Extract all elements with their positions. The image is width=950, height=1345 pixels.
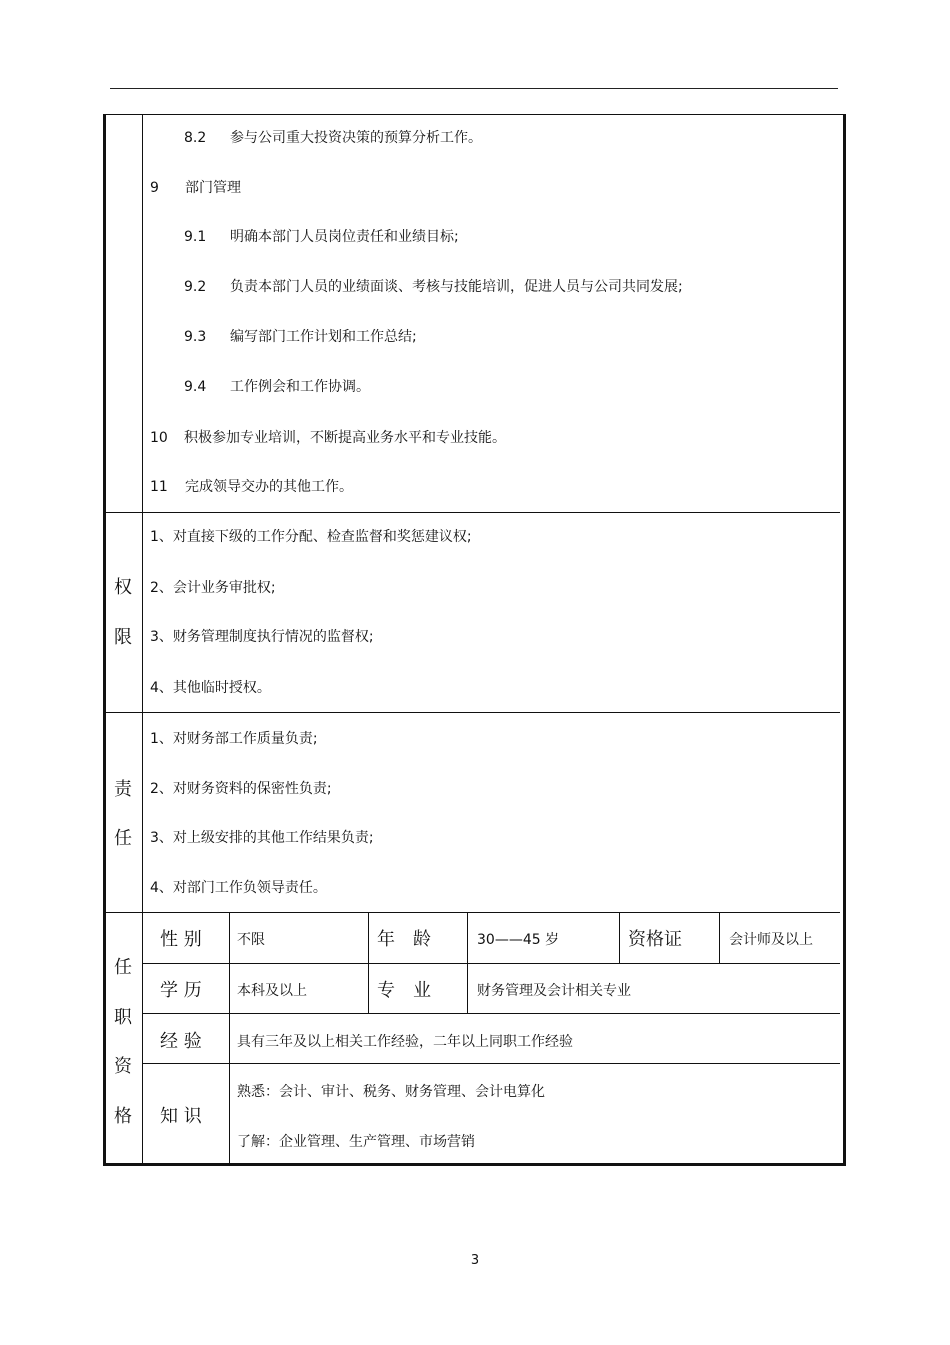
authority-item: 2、会计业务审批权;	[150, 580, 276, 596]
responsibility-label-char: 任	[114, 828, 132, 849]
experience-value: 具有三年及以上相关工作经验，二年以上同职工作经验	[237, 1034, 573, 1050]
major-label: 专 业	[377, 980, 431, 1001]
age-label: 年 龄	[377, 929, 431, 950]
responsibility-item: 4、对部门工作负领导责任。	[150, 880, 327, 896]
duty-item: 9.4 工作例会和工作协调。	[184, 379, 370, 395]
cell-divider	[619, 912, 620, 963]
age-value: 30——45 岁	[477, 932, 560, 948]
section-divider	[105, 512, 840, 513]
gender-value: 不限	[237, 932, 265, 948]
knowledge-label: 知 识	[160, 1106, 202, 1127]
qualification-label-char: 任	[114, 957, 132, 978]
duty-item: 9.1 明确本部门人员岗位责任和业绩目标;	[184, 229, 459, 245]
duty-item: 9.3 编写部门工作计划和工作总结;	[184, 329, 417, 345]
major-value: 财务管理及会计相关专业	[477, 983, 631, 999]
cell-divider	[368, 912, 369, 1013]
certificate-value: 会计师及以上	[729, 932, 813, 948]
section-divider	[105, 912, 840, 913]
responsibility-label-char: 责	[114, 779, 132, 800]
qualification-label-char: 资	[114, 1056, 132, 1077]
authority-item: 4、其他临时授权。	[150, 680, 271, 696]
row-divider	[142, 1063, 840, 1064]
duty-item: 10 积极参加专业培训，不断提高业务水平和专业技能。	[150, 430, 506, 446]
cell-divider	[467, 912, 468, 1013]
authority-label-char: 权	[114, 577, 132, 598]
knowledge-understand: 了解：企业管理、生产管理、市场营销	[237, 1134, 475, 1150]
cell-divider	[229, 912, 230, 1164]
responsibility-item: 2、对财务资料的保密性负责;	[150, 781, 332, 797]
section-divider	[105, 712, 840, 713]
cell-divider	[719, 912, 720, 963]
duty-item: 11 完成领导交办的其他工作。	[150, 479, 353, 495]
authority-item: 3、财务管理制度执行情况的监督权;	[150, 629, 374, 645]
row-divider	[142, 963, 840, 964]
experience-label: 经 验	[160, 1031, 202, 1052]
row-divider	[142, 1013, 840, 1014]
education-value: 本科及以上	[237, 983, 307, 999]
education-label: 学 历	[160, 980, 202, 1001]
responsibility-item: 1、对财务部工作质量负责;	[150, 731, 318, 747]
authority-item: 1、对直接下级的工作分配、检查监督和奖惩建议权;	[150, 529, 472, 545]
knowledge-familiar: 熟悉：会计、审计、税务、财务管理、会计电算化	[237, 1084, 545, 1100]
gender-label: 性 别	[160, 929, 202, 950]
qualification-label-char: 职	[114, 1007, 132, 1028]
duty-item: 8.2 参与公司重大投资决策的预算分析工作。	[184, 130, 482, 146]
certificate-label: 资格证	[628, 929, 682, 950]
label-column-divider	[142, 114, 143, 1164]
qualification-label-char: 格	[114, 1106, 132, 1127]
duty-item: 9 部门管理	[150, 180, 241, 196]
duty-item: 9.2 负责本部门人员的业绩面谈、考核与技能培训，促进人员与公司共同发展;	[184, 279, 683, 295]
responsibility-item: 3、对上级安排的其他工作结果负责;	[150, 830, 374, 846]
header-rule	[110, 88, 838, 89]
page-number: 3	[470, 1253, 480, 1268]
authority-label-char: 限	[114, 627, 132, 648]
